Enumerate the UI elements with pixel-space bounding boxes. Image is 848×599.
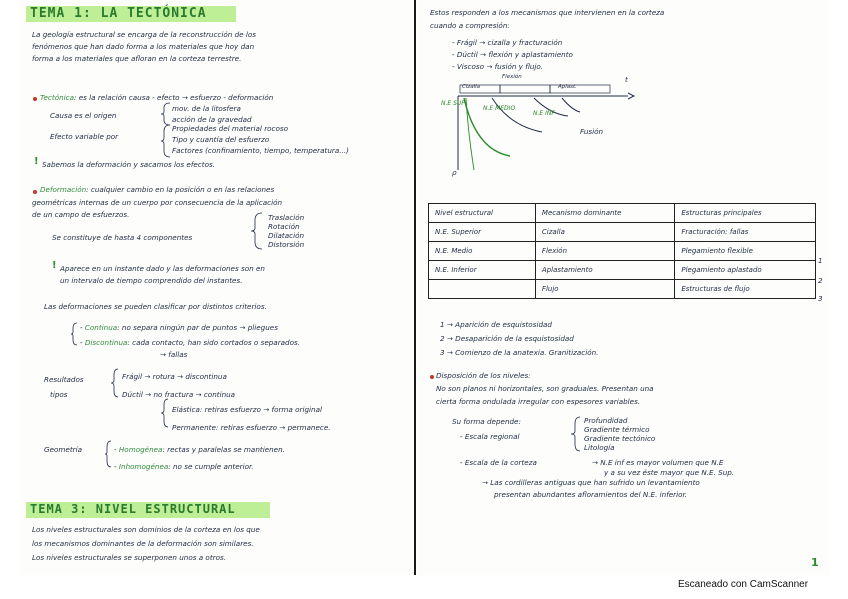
component-4: Distorsión	[268, 240, 305, 249]
discontinua-definition: : cada contacto, han sido cortados o separados.	[127, 338, 301, 347]
mechanism-viscoso: - Viscoso → fusión y flujo.	[452, 62, 544, 71]
elastica-line: Elástica: retiras esfuerzo → forma original	[172, 405, 322, 414]
tema3-line-1: Los niveles estructurales son dominios de la corteza en los que	[32, 525, 260, 534]
table-row	[429, 261, 816, 280]
table-cell: N.E. Superior	[429, 223, 536, 242]
intro-line-2: cuando a compresión:	[430, 21, 510, 30]
efecto-label: Efecto variable por	[50, 132, 119, 141]
disposicion-title: Disposición de los niveles:	[436, 371, 531, 380]
intro-line-2: fenómenos que han dado forma a los materiales que hoy dan	[32, 42, 255, 51]
table-cell: Plegamiento aplastado	[675, 261, 816, 280]
scanner-watermark: Escaneado con CamScanner	[678, 579, 809, 590]
classify-line: Las deformaciones se pueden clasificar por distintos criterios.	[44, 302, 267, 311]
mechanism-fragil: - Frágil → cizalla y fracturación	[452, 38, 563, 47]
intro-line-1: Estos responden a los mecanismos que intervienen en la corteza	[430, 8, 665, 17]
regional-item-2: Gradiente térmico	[584, 425, 650, 434]
table-row	[429, 223, 816, 242]
discontinua-term: Discontinua	[84, 338, 128, 347]
disposicion-line-2: No son planos ni horizontales, son graduales. Presentan una	[436, 384, 654, 393]
geometria-label: Geometría	[44, 445, 82, 454]
table-cell: Estructuras de flujo	[675, 280, 816, 299]
numbered-note-3: 3 → Comienzo de la anatexia. Granitización.	[440, 348, 599, 357]
table-cell: Fracturación: fallas	[675, 223, 816, 242]
table-cell: Plegamiento flexible	[675, 242, 816, 261]
efecto-item-2: Tipo y cuantía del esfuerzo	[172, 135, 270, 144]
table-row	[429, 280, 816, 299]
deformacion-line-1	[40, 185, 274, 194]
corteza-note-a2: y a su vez éste mayor que N.E. Sup.	[604, 468, 735, 477]
components-brace-icon	[250, 212, 264, 250]
table-header-row	[429, 204, 816, 223]
diagram-label-ne-inf: N.E INF	[533, 110, 555, 117]
ductil-line: Dúctil → no fractura → continua	[122, 390, 236, 399]
escala-corteza-label: - Escala de la corteza	[460, 458, 537, 467]
table-cell: N.E. Inferior	[429, 261, 536, 280]
bullet-icon	[430, 375, 434, 379]
efecto-brace-icon	[160, 124, 172, 158]
causa-brace-icon	[160, 102, 172, 126]
tectonica-note: Sabemos la deformación y sacamos los efectos.	[42, 160, 215, 169]
table-side-mark: 1	[818, 256, 823, 265]
table-cell: Flujo	[535, 280, 674, 299]
tectonica-term: Tectónica	[40, 93, 74, 102]
su-forma-label: Su forma depende:	[452, 417, 521, 426]
corteza-note-b2: presentan abundantes afloramientos del N.E. inferior.	[494, 490, 688, 499]
fallas-note: → fallas	[160, 350, 188, 359]
tema3-line-3: Los niveles estructurales se superponen unos a otros.	[32, 553, 227, 562]
depth-axis-label: ρ	[452, 168, 457, 177]
deformacion-term: Deformación	[40, 185, 87, 194]
regional-item-1: Profundidad	[584, 416, 628, 425]
page-number: 1	[811, 556, 819, 569]
bullet-icon	[33, 97, 37, 101]
table-side-mark: 3	[818, 294, 823, 303]
temperature-axis-label: t	[625, 75, 628, 84]
ductil-brace-icon	[160, 398, 170, 428]
regional-item-4: Litología	[584, 443, 615, 452]
permanente-line: Permanente: retiras esfuerzo → permanece.	[172, 423, 331, 432]
diagram-label-cizalla: Cizalla	[462, 84, 481, 90]
flexion-box	[500, 85, 550, 93]
causa-label: Causa es el origen	[50, 111, 117, 120]
geometria-brace-icon	[104, 440, 112, 468]
deformacion-note-2: un intervalo de tiempo comprendido del instantes.	[60, 276, 243, 285]
table-header: Nivel estructural	[429, 204, 536, 223]
diagram-label-ne-medio: N.E MEDIO	[483, 105, 516, 112]
diagram-label-aplastamiento: Aplast.	[558, 84, 577, 90]
arrow-icon	[628, 93, 634, 99]
regional-brace-icon	[570, 416, 582, 452]
table-header: Mecanismo dominante	[535, 204, 674, 223]
exclamation-icon: !	[34, 156, 39, 167]
fragil-line: Frágil → rotura → discontinua	[122, 372, 227, 381]
numbered-note-1: 1 → Aparición de esquistosidad	[440, 320, 552, 329]
homogenea-definition: : rectas y paralelas se mantienen.	[162, 445, 285, 454]
regional-item-3: Gradiente tectónico	[584, 434, 656, 443]
deformacion-definition: : cualquier cambio en la posición o en las relaciones	[86, 185, 275, 194]
table-side-mark: 2	[818, 276, 823, 285]
numbered-note-2: 2 → Desaparición de la esquistosidad	[440, 334, 574, 343]
causa-item-a: mov. de la litosfera	[172, 104, 241, 113]
causa-item-b: acción de la gravedad	[172, 115, 252, 124]
corteza-note-b1: → Las cordilleras antiguas que han sufrido un levantamiento	[482, 478, 700, 487]
components-label: Se constituye de hasta 4 componentes	[52, 233, 193, 242]
tipos-label: tipos	[50, 390, 68, 399]
table-cell: Flexión	[535, 242, 674, 261]
exclamation-icon: !	[52, 260, 57, 271]
efecto-item-3: Factores (confinamiento, tiempo, temperatura...)	[172, 146, 349, 155]
escala-regional-label: - Escala regional	[460, 432, 520, 441]
disposicion-line-3: cierta forma ondulada irregular con espesores variables.	[436, 397, 641, 406]
tectonica-definition: : es la relación causa - efecto → esfuerzo - deformación	[74, 93, 274, 102]
left-notebook-page	[20, 0, 413, 575]
continua-definition: : no separa ningún par de puntos → pliegues	[117, 323, 278, 332]
homogenea-term: Homogénea	[118, 445, 163, 454]
intro-line-3: forma a los materiales que afloran en la corteza terrestre.	[32, 54, 242, 63]
diagram-label-fusion: Fusión	[580, 127, 604, 136]
component-2: Rotación	[268, 222, 300, 231]
corteza-note-a1: → N.E inf es mayor volumen que N.E	[592, 458, 724, 467]
bullet-icon	[33, 190, 37, 194]
notebook-spine	[414, 0, 416, 575]
inhomogenea-definition: : no se cumple anterior.	[168, 462, 254, 471]
continua-term: Continua	[84, 323, 118, 332]
tectonica-line	[40, 93, 273, 102]
mechanism-ductil: - Dúctil → flexión y aplastamiento	[452, 50, 573, 59]
tema3-line-2: los mecanismos dominantes de la deformación son similares.	[32, 539, 254, 548]
table-row	[429, 242, 816, 261]
structural-levels-table	[428, 203, 816, 299]
resultados-brace-icon	[110, 368, 120, 398]
diagram-label-flexion: Flexión	[502, 74, 522, 80]
component-3: Dilatación	[268, 231, 305, 240]
discontinua-line: - Discontinua: cada contacto, han sido cortados o separados.	[80, 338, 301, 347]
diagram-label-ne-sup: N.E SUP	[441, 100, 465, 107]
continua-line: - Continua: no separa ningún par de puntos → pliegues	[80, 323, 278, 332]
table-cell	[429, 280, 536, 299]
component-1: Traslación	[268, 213, 305, 222]
boundary-curve-4	[562, 98, 580, 112]
tema1-title: TEMA 1: LA TECTÓNICA	[30, 6, 207, 21]
deformacion-line-3: de un campo de esfuerzos.	[32, 210, 130, 219]
deformacion-note-1: Aparece en un instante dado y las deformaciones son en	[60, 264, 265, 273]
resultados-label: Resultados	[44, 375, 84, 384]
efecto-item-1: Propiedades del material rocoso	[172, 124, 289, 133]
inhomogenea-term: Inhomogénea	[118, 462, 169, 471]
deformacion-line-2: geométricas internas de un cuerpo por consecuencia de la aplicación	[32, 198, 283, 207]
intro-line-1: La geología estructural se encarga de la reconstrucción de los	[32, 30, 257, 39]
table-cell: N.E. Medio	[429, 242, 536, 261]
continua-brace-icon	[70, 322, 78, 346]
table-cell: Aplastamiento	[535, 261, 674, 280]
homogenea-line: - Homogénea: rectas y paralelas se mantienen.	[114, 445, 285, 454]
tema3-title: TEMA 3: NIVEL ESTRUCTURAL	[30, 502, 236, 516]
table-header: Estructuras principales	[675, 204, 816, 223]
table-cell: Cizalla	[535, 223, 674, 242]
inhomogenea-line: - Inhomogénea: no se cumple anterior.	[114, 462, 254, 471]
